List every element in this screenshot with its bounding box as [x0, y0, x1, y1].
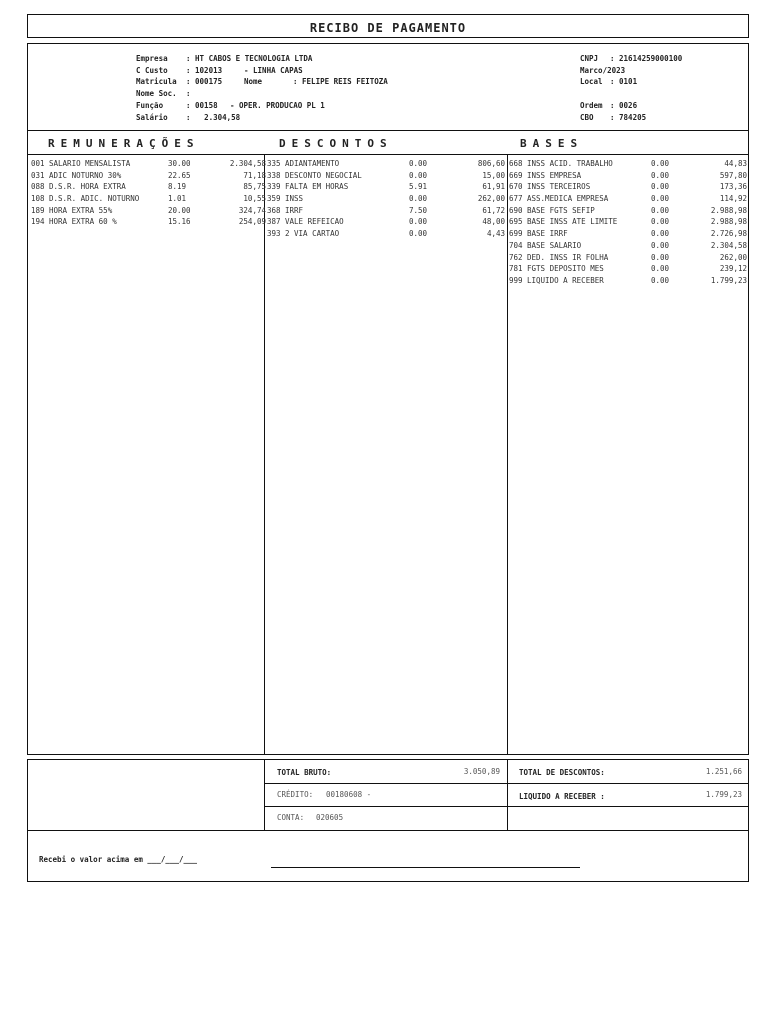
item-code: 031 — [31, 170, 45, 180]
item-code: 335 — [267, 159, 281, 168]
item-code: 762 — [509, 252, 523, 262]
document-title: RECIBO DE PAGAMENTO — [309, 21, 467, 35]
remuneracoes-heading: REMUNERAÇÕES — [48, 137, 200, 150]
item-reference: 20.00 — [168, 205, 191, 215]
section-headings — [27, 130, 749, 155]
descontos-row — [267, 205, 506, 217]
item-reference: 30.00 — [168, 159, 191, 168]
item-reference: 0.00 — [409, 217, 428, 227]
item-reference: 0.00 — [651, 182, 670, 192]
nomesoc-value: : — [186, 89, 196, 99]
item-code: 359 — [267, 194, 281, 204]
item-description: VALE REFEICAO — [285, 217, 344, 227]
total-bruto-label: TOTAL BRUTO: — [277, 768, 332, 777]
item-description: INSS TERCEIROS — [527, 182, 591, 192]
descontos-list — [267, 158, 506, 240]
ordem-value: : 0026 — [610, 100, 638, 110]
item-reference: 1.01 — [168, 194, 187, 204]
bases-row — [509, 240, 748, 252]
bases-row — [509, 170, 748, 182]
totals-divider — [264, 760, 265, 830]
column-divider — [507, 155, 508, 754]
receipt-text: Recebi o valor acima em ___/___/___ — [39, 855, 198, 864]
item-description: BASE INSS ATE LIMITE — [527, 217, 618, 227]
nome-label: Nome — [244, 77, 263, 87]
credito-label: CRÉDITO: — [277, 790, 314, 799]
descontos-row — [267, 216, 506, 228]
item-value: 2.304,58 — [229, 159, 266, 168]
item-value: 4,43 — [486, 229, 505, 239]
funcao-desc: - OPER. PRODUCAO PL 1 — [230, 100, 325, 110]
remuneracoes-row — [31, 205, 266, 217]
matricula-label: Matricula — [136, 77, 177, 87]
nomesoc-label: Nome Soc. — [136, 89, 177, 99]
item-description: FALTA EM HORAS — [285, 182, 349, 192]
totals-line — [28, 830, 748, 831]
empresa-row — [136, 53, 168, 65]
ccusto-value: : 102013 — [186, 65, 223, 75]
remuneracoes-row — [31, 216, 266, 228]
descontos-row — [267, 228, 506, 240]
bases-row — [509, 205, 748, 217]
bases-row — [509, 228, 748, 240]
item-reference: 0.00 — [651, 170, 670, 180]
item-value: 1.799,23 — [710, 275, 747, 285]
item-reference: 0.00 — [409, 229, 428, 239]
bases-row — [509, 252, 748, 264]
conta-value: 020605 — [316, 813, 344, 822]
descontos-heading: DESCONTOS — [279, 137, 393, 150]
item-description: IRRF — [285, 205, 304, 215]
bases-row — [509, 193, 748, 205]
item-value: 61,91 — [482, 182, 505, 192]
item-code: 189 — [31, 205, 45, 215]
item-value: 806,60 — [477, 159, 505, 168]
remuneracoes-list — [31, 158, 266, 228]
totals-box — [27, 759, 749, 882]
item-value: 2.988,98 — [710, 205, 747, 215]
item-description: BASE IRRF — [527, 229, 568, 239]
employee-header — [27, 43, 749, 131]
item-value: 15,00 — [482, 170, 505, 180]
title-box — [27, 14, 749, 38]
item-value: 173,36 — [719, 182, 747, 192]
item-code: 368 — [267, 205, 281, 215]
item-code: 677 — [509, 194, 523, 204]
item-value: 48,00 — [482, 217, 505, 227]
item-reference: 0.00 — [651, 275, 670, 285]
item-description: DESCONTO NEGOCIAL — [285, 170, 362, 180]
item-description: LIQUIDO A RECEBER — [527, 275, 604, 285]
local-label: Local — [580, 77, 603, 87]
bases-list — [509, 158, 748, 287]
item-value: 2.304,58 — [710, 240, 747, 250]
item-value: 10,55 — [243, 194, 266, 204]
matricula-value: : 000175 — [186, 77, 223, 87]
item-code: 668 — [509, 159, 523, 168]
bases-row — [509, 158, 748, 170]
item-code: 088 — [31, 182, 45, 192]
item-code: 669 — [509, 170, 523, 180]
item-description: BASE FGTS SEFIP — [527, 205, 595, 215]
bases-row — [509, 216, 748, 228]
item-value: 71,18 — [243, 170, 266, 180]
remuneracoes-row — [31, 181, 266, 193]
item-value: 2.726,98 — [710, 229, 747, 239]
item-code: 781 — [509, 264, 523, 274]
totals-line — [264, 806, 748, 807]
local-value: : 0101 — [610, 77, 638, 87]
descontos-row — [267, 170, 506, 182]
liquido-value: 1.799,23 — [705, 790, 742, 799]
total-bruto-value: 3.050,89 — [463, 767, 500, 776]
item-reference: 0.00 — [409, 194, 428, 204]
item-description: 2 VIA CARTAO — [285, 229, 340, 239]
cnpj-value: : 21614259000100 — [610, 54, 683, 63]
item-reference: 0.00 — [409, 159, 428, 168]
item-reference: 7.50 — [409, 205, 428, 215]
bases-row — [509, 275, 748, 287]
salario-value: : 2.304,58 — [186, 112, 241, 122]
remuneracoes-row — [31, 193, 266, 205]
item-reference: 0.00 — [651, 194, 670, 204]
item-description: ASS.MEDICA EMPRESA — [527, 194, 609, 204]
item-code: 670 — [509, 182, 523, 192]
item-code: 704 — [509, 240, 523, 250]
periodo: Marco/2023 — [580, 65, 626, 75]
conta-label: CONTA: — [277, 813, 305, 822]
cnpj-label: CNPJ — [580, 54, 599, 63]
remuneracoes-row — [31, 170, 266, 182]
remuneracoes-row — [31, 158, 266, 170]
item-description: ADIANTAMENTO — [285, 159, 340, 168]
item-code: 690 — [509, 205, 523, 215]
item-reference: 0.00 — [651, 217, 670, 227]
item-code: 699 — [509, 229, 523, 239]
item-reference: 0.00 — [651, 252, 670, 262]
item-description: SALARIO MENSALISTA — [49, 159, 131, 168]
totals-divider — [507, 760, 508, 830]
funcao-label: Função — [136, 100, 164, 110]
cbo-value: : 784205 — [610, 112, 647, 122]
item-value: 44,83 — [724, 159, 747, 168]
item-description: DED. INSS IR FOLHA — [527, 252, 609, 262]
item-value: 262,00 — [477, 194, 505, 204]
item-description: INSS — [285, 194, 304, 204]
item-value: 85,75 — [243, 182, 266, 192]
item-reference: 0.00 — [651, 205, 670, 215]
item-description: FGTS DEPOSITO MES — [527, 264, 604, 274]
descontos-row — [267, 181, 506, 193]
item-description: D.S.R. HORA EXTRA — [49, 182, 126, 192]
empresa-label: Empresa — [136, 54, 168, 63]
empresa-value: : HT CABOS E TECNOLOGIA LTDA — [186, 54, 313, 63]
item-code: 999 — [509, 275, 523, 285]
item-code: 194 — [31, 217, 45, 227]
salario-label: Salário — [136, 112, 168, 122]
column-divider — [264, 155, 265, 754]
item-code: 001 — [31, 159, 45, 168]
item-reference: 8.19 — [168, 182, 187, 192]
item-reference: 22.65 — [168, 170, 191, 180]
item-code: 339 — [267, 182, 281, 192]
item-description: INSS ACID. TRABALHO — [527, 159, 613, 168]
item-reference: 0.00 — [651, 264, 670, 274]
item-description: BASE SALARIO — [527, 240, 582, 250]
funcao-value: : 00158 — [186, 100, 218, 110]
bases-row — [509, 181, 748, 193]
ccusto-desc: - LINHA CAPAS — [244, 65, 303, 75]
item-description: D.S.R. ADIC. NOTURNO — [49, 194, 140, 204]
item-reference: 5.91 — [409, 182, 428, 192]
item-value: 324,74 — [238, 205, 266, 215]
item-code: 387 — [267, 217, 281, 227]
total-descontos-label: TOTAL DE DESCONTOS: — [519, 768, 605, 777]
item-value: 2.988,98 — [710, 217, 747, 227]
bases-heading: BASES — [520, 137, 584, 150]
liquido-label: LIQUIDO A RECEBER : — [519, 792, 605, 801]
credito-value: 00180608 - — [326, 790, 372, 799]
total-descontos-value: 1.251,66 — [705, 767, 742, 776]
item-description: HORA EXTRA 55% — [49, 205, 113, 215]
item-reference: 15.16 — [168, 217, 191, 227]
item-description: ADIC NOTURNO 30% — [49, 170, 122, 180]
item-value: 61,72 — [482, 205, 505, 215]
descontos-row — [267, 158, 506, 170]
signature-line — [271, 867, 580, 868]
items-body — [27, 154, 749, 755]
item-value: 597,80 — [719, 170, 747, 180]
bases-row — [509, 263, 748, 275]
item-reference: 0.00 — [651, 229, 670, 239]
item-code: 338 — [267, 170, 281, 180]
descontos-row — [267, 193, 506, 205]
ccusto-label: C Custo — [136, 65, 168, 75]
item-value: 114,92 — [719, 194, 747, 204]
totals-line — [264, 783, 748, 784]
ordem-label: Ordem — [580, 100, 603, 110]
item-reference: 0.00 — [651, 240, 670, 250]
item-description: INSS EMPRESA — [527, 170, 582, 180]
item-value: 262,00 — [719, 252, 747, 262]
cbo-label: CBO — [580, 112, 594, 122]
nome-value: : FELIPE REIS FEITOZA — [293, 77, 388, 87]
item-reference: 0.00 — [651, 159, 670, 168]
item-code: 695 — [509, 217, 523, 227]
item-code: 108 — [31, 194, 45, 204]
item-code: 393 — [267, 229, 281, 239]
item-value: 239,12 — [719, 264, 747, 274]
item-description: HORA EXTRA 60 % — [49, 217, 117, 227]
item-reference: 0.00 — [409, 170, 428, 180]
item-value: 254,09 — [238, 217, 266, 227]
